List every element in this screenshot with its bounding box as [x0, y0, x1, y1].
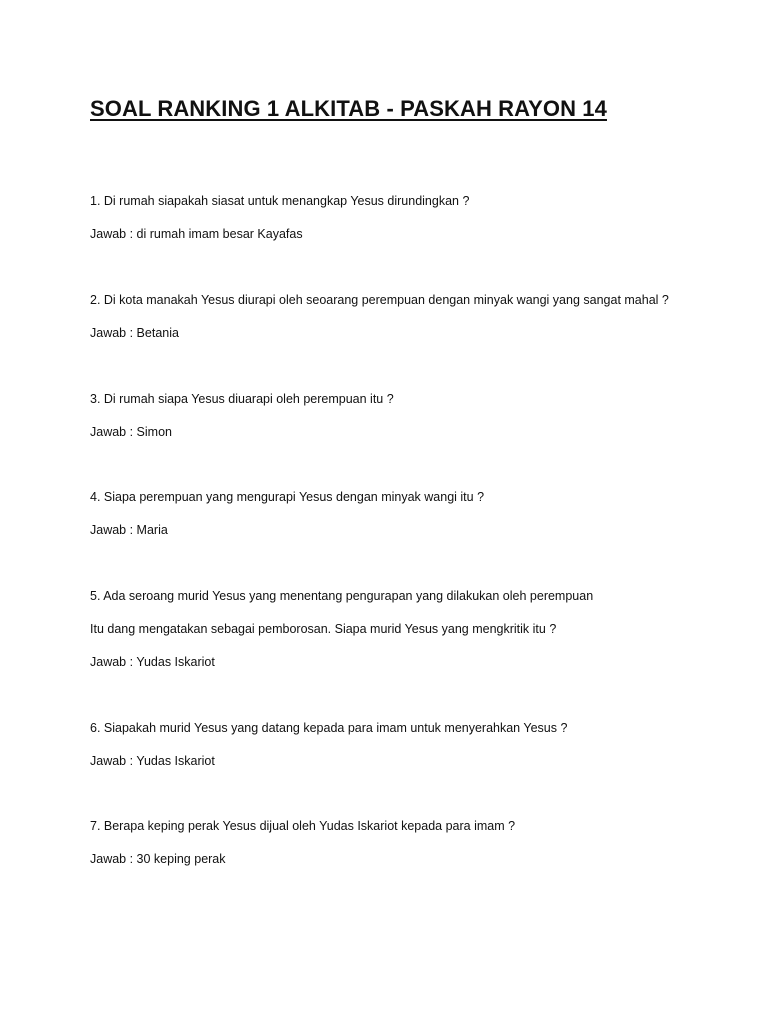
answer-6: Jawab : Yudas Iskariot: [90, 754, 215, 768]
question-2: 2. Di kota manakah Yesus diurapi oleh seoarang perempuan dengan minyak wangi yang sangat mahal ?: [90, 293, 669, 307]
question-4: 4. Siapa perempuan yang mengurapi Yesus dengan minyak wangi itu ?: [90, 490, 485, 504]
answer-5: Jawab : Yudas Iskariot: [90, 655, 215, 669]
answer-7: Jawab : 30 keping perak: [90, 852, 226, 866]
answer-4: Jawab : Maria: [90, 523, 168, 537]
answer-1: Jawab : di rumah imam besar Kayafas: [90, 227, 303, 241]
answer-2: Jawab : Betania: [90, 326, 179, 340]
question-5: 5. Ada seroang murid Yesus yang menentang pengurapan yang dilakukan oleh perempuan: [90, 589, 594, 603]
question-6: 6. Siapakah murid Yesus yang datang kepada para imam untuk menyerahkan Yesus ?: [90, 721, 568, 735]
question-3: 3. Di rumah siapa Yesus diuarapi oleh perempuan itu ?: [90, 392, 394, 406]
answer-3: Jawab : Simon: [90, 425, 172, 439]
question-1: 1. Di rumah siapakah siasat untuk menangkap Yesus dirundingkan ?: [90, 194, 470, 208]
question-5-continued: Itu dang mengatakan sebagai pemborosan. Siapa murid Yesus yang mengkritik itu ?: [90, 622, 557, 636]
page-title: SOAL RANKING 1 ALKITAB - PASKAH RAYON 14: [90, 96, 607, 121]
question-7: 7. Berapa keping perak Yesus dijual oleh Yudas Iskariot kepada para imam ?: [90, 819, 516, 833]
